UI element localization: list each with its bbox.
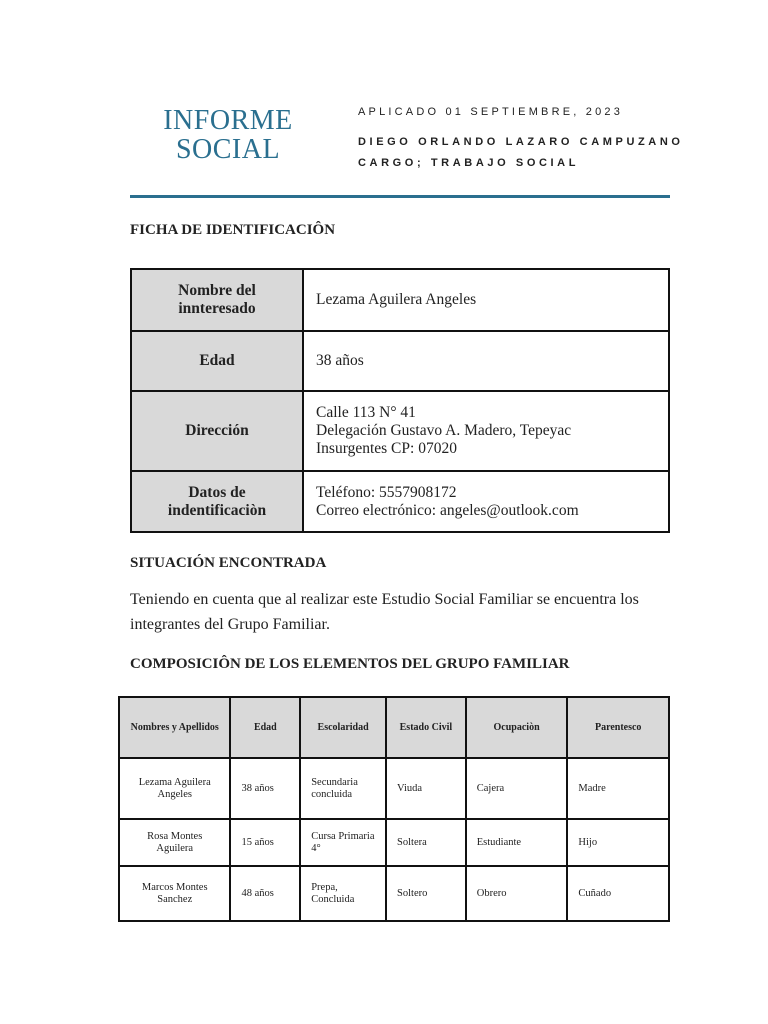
table-cell: 15 años — [230, 819, 300, 866]
table-cell: Estudiante — [466, 819, 568, 866]
row-value — [303, 331, 669, 391]
table-cell: Soltera — [386, 819, 466, 866]
column-header: Estado Civil — [386, 697, 466, 758]
value-line: Delegación Gustavo A. Madero, Tepeyac — [316, 422, 572, 439]
table-cell: Cajera — [466, 758, 568, 819]
value-line: 38 años — [316, 352, 364, 369]
row-value — [303, 269, 669, 331]
table-cell: Soltero — [386, 866, 466, 921]
table-row — [131, 471, 669, 532]
column-header: Ocupaciòn — [466, 697, 568, 758]
row-value — [303, 391, 669, 471]
row-label: Edad — [131, 331, 303, 391]
author-role: CARGO; TRABAJO SOCIAL — [358, 157, 580, 169]
identification-table — [130, 268, 670, 533]
table-cell: 48 años — [230, 866, 300, 921]
table-row — [131, 331, 669, 391]
value-line: Correo electrónico: angeles@outlook.com — [316, 501, 579, 519]
column-header: Nombres y Apellidos — [119, 697, 230, 758]
header-divider — [130, 195, 670, 198]
value-line: Teléfono: 5557908172 — [316, 483, 457, 501]
composicion-heading: COMPOSICIÔN DE LOS ELEMENTOS DEL GRUPO FAMILIAR — [130, 656, 570, 672]
applied-date: APLICADO 01 SEPTIEMBRE, 2023 — [358, 106, 624, 118]
author-name: DIEGO ORLANDO LAZARO CAMPUZANO — [358, 136, 684, 148]
family-table — [118, 696, 670, 922]
row-label: Nombre del innteresado — [131, 269, 303, 331]
ficha-heading: FICHA DE IDENTIFICACIÔN — [130, 222, 336, 238]
situacion-text: Teniendo en cuenta que al realizar este Estudio Social Familiar se encuentra los integrantes del Grupo Familiar. — [130, 591, 639, 633]
table-row — [131, 269, 669, 331]
table-cell: Rosa Montes Aguilera — [119, 819, 230, 866]
table-cell: Secundaria concluida — [300, 758, 386, 819]
table-row — [119, 758, 669, 819]
column-header: Escolaridad — [300, 697, 386, 758]
column-header: Edad — [230, 697, 300, 758]
table-cell: Viuda — [386, 758, 466, 819]
table-cell: Hijo — [567, 819, 669, 866]
table-row — [131, 391, 669, 471]
table-cell: Cuñado — [567, 866, 669, 921]
row-label: Dirección — [131, 391, 303, 471]
report-title: INFORME SOCIAL — [163, 105, 293, 165]
table-cell: 38 años — [230, 758, 300, 819]
row-value — [303, 471, 669, 532]
value-line: Insurgentes CP: 07020 — [316, 440, 457, 457]
table-cell: Marcos Montes Sanchez — [119, 866, 230, 921]
table-cell: Obrero — [466, 866, 568, 921]
table-cell: Lezama Aguilera Angeles — [119, 758, 230, 819]
table-cell: Prepa, Concluida — [300, 866, 386, 921]
row-label: Datos de indentificaciòn — [131, 471, 303, 532]
value-line: Calle 113 N° 41 — [316, 404, 416, 421]
situacion-heading: SITUACIÓN ENCONTRADA — [130, 555, 327, 571]
value-line: Lezama Aguilera Angeles — [316, 291, 477, 308]
column-header: Parentesco — [567, 697, 669, 758]
table-cell: Madre — [567, 758, 669, 819]
table-cell: Cursa Primaria 4° — [300, 819, 386, 866]
table-row — [119, 819, 669, 866]
table-header-row — [119, 697, 669, 758]
table-row — [119, 866, 669, 921]
